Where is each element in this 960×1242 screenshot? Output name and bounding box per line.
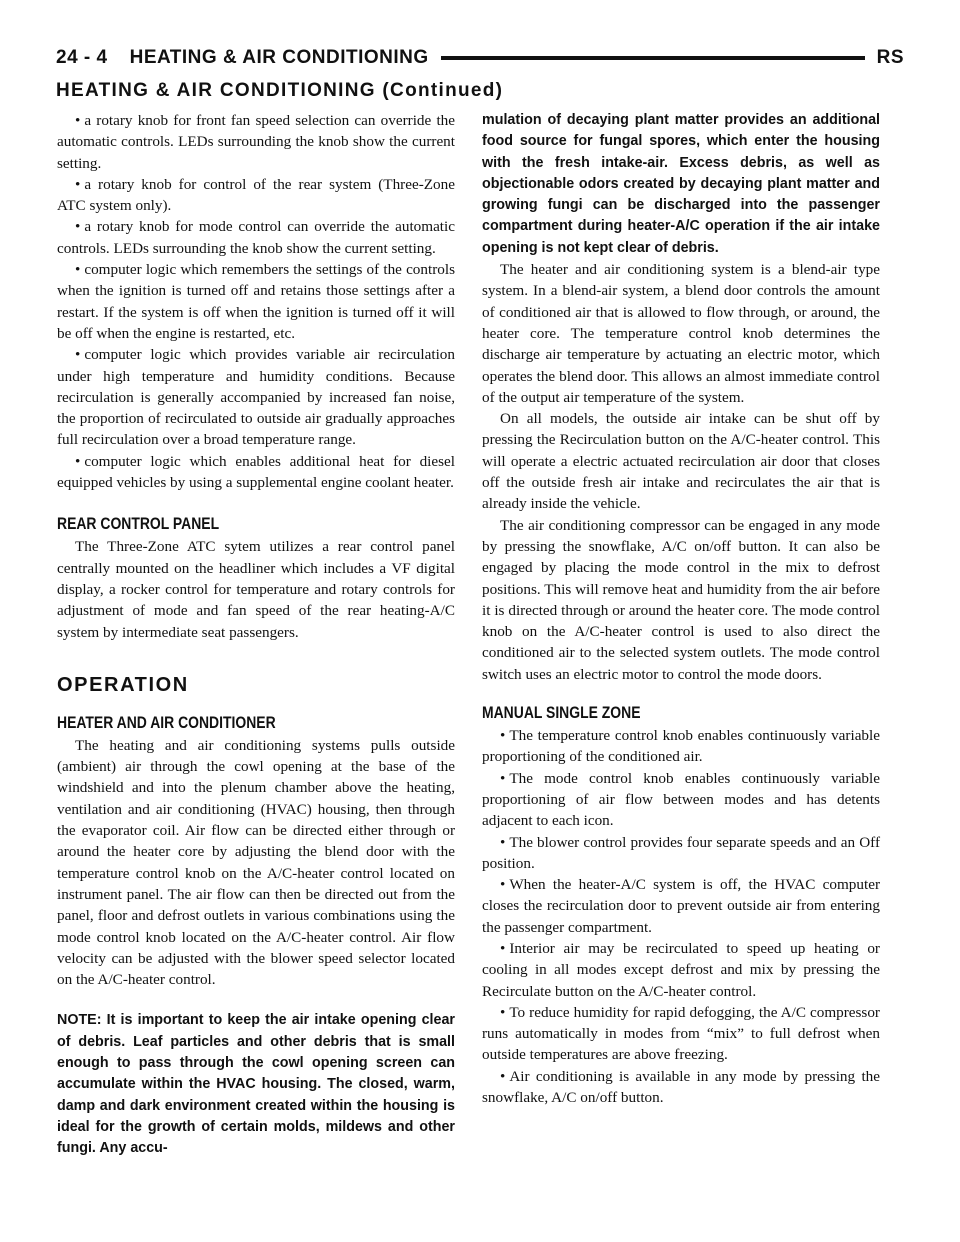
section-title: HEATING & AIR CONDITIONING bbox=[129, 47, 429, 68]
bullet-item: • computer logic which remembers the settings of the controls when the ignition is turned off and retains those settings after a restart. If the system is off when the ignition is turned off it will be off when the engine is restarted, etc. bbox=[57, 259, 455, 344]
compressor-text: The air conditioning compressor can be engaged in any mode by pressing the snowflake, A/C on/off button. It can also be engaged by placing the mode control in the mix to defrost positions. This will remove heat and humidity from the air before it is directed through or around the heater core. The mode control knob on the A/C-heater control is used to also direct the conditioned air to the selected system outlets. The mode control switch uses an electric motor to control the mode doors. bbox=[482, 516, 880, 683]
bullet-item: • When the heater-A/C system is off, the HVAC computer closes the recirculation door to prevent outside air from entering the passenger compartment. bbox=[482, 874, 880, 938]
page-header bbox=[56, 44, 904, 72]
heater-ac-heading: HEATER AND AIR CONDITIONER bbox=[57, 712, 276, 732]
header-rule bbox=[441, 56, 865, 60]
note-text: NOTE: It is important to keep the air intake opening clear of debris. Leaf particles and other debris that is small enough to pass through the cowl opening screen can accumulate within the HVAC housing. The closed, warm, damp and dark environment created within the housing is ideal for the growth of certain molds, mildews and other fungi. Any accu- bbox=[57, 1012, 455, 1157]
left-column bbox=[57, 110, 455, 1159]
rear-control-panel-text: The Three-Zone ATC sytem utilizes a rear control panel centrally mounted on the headliner which includes a VF digital display, a rocker control for temperature and rotary controls for adjustment of mode and fan speed of the rear heating-A/C system by intermediate seat passengers. bbox=[57, 538, 455, 641]
manual-single-zone-heading: MANUAL SINGLE ZONE bbox=[482, 703, 641, 723]
note-continued-text: mulation of decaying plant matter provides an additional food source for fungal spores, which enter the housing with the fresh intake-air. Excess debris, as well as objectionable odors created by decaying plant matter and growing fungi can be discharged into the passenger compartment during heater-A/C operation if the air intake opening is not kept clear of debris. bbox=[482, 112, 880, 256]
bullet-item: • a rotary knob for mode control can override the automatic controls. LEDs surrounding the knob show the current setting. bbox=[57, 216, 455, 259]
bullet-item: • The mode control knob enables continuously variable proportioning of air flow between modes and has detents adjacent to each icon. bbox=[482, 768, 880, 832]
bullet-item: • a rotary knob for front fan speed selection can override the automatic controls. LEDs surrounding the knob show the current setting. bbox=[57, 110, 455, 174]
heater-ac-text: The heating and air conditioning systems pulls outside (ambient) air through the cowl opening at the base of the windshield and into the plenum chamber above the heating, ventilation and air conditioning (HVAC) housing, then through the evaporator coil. Air flow can be directed either through or around the heater core by adjusting the blend door with the temperature control knob on the A/C-heater control located on instrument panel. The air flow can then be directed out from the panel, floor and defrost outlets in various combinations using the mode control knob located on the A/C-heater control. Air flow velocity can be adjusted with the blower speed selector located on the A/C-heater control. bbox=[57, 736, 455, 989]
model-code: RS bbox=[876, 47, 904, 68]
bullet-item: • computer logic which provides variable air recirculation under high temperature and humidity conditions. Because recirculation is generally accompanied by increased fan noise, the proportion of recirculated to outside air gradually approaches full recirculation over a broad temperature range. bbox=[57, 344, 455, 450]
page-number: 24 - 4 bbox=[56, 47, 108, 68]
bullet-item: • a rotary knob for control of the rear system (Three-Zone ATC system only). bbox=[57, 174, 455, 217]
recirculation-text: On all models, the outside air intake can be shut off by pressing the Recirculation button on the A/C-heater control. This will operate a electric actuated recirculation air door that closes off the outside fresh air intake and recirculates the air that is already inside the vehicle. bbox=[482, 410, 880, 513]
right-column bbox=[482, 110, 880, 1108]
bullet-item: • The temperature control knob enables continuously variable proportioning of the conditioned air. bbox=[482, 725, 880, 768]
continued-title: HEATING & AIR CONDITIONING (Continued) bbox=[56, 80, 504, 101]
bullet-item: • Air conditioning is available in any mode by pressing the snowflake, A/C on/off button. bbox=[482, 1066, 880, 1109]
operation-heading: OPERATION bbox=[57, 673, 189, 696]
bullet-item: • To reduce humidity for rapid defogging, the A/C compressor runs automatically in modes from “mix” to full defrost when outside temperatures are above freezing. bbox=[482, 1002, 880, 1066]
bullet-item: • The blower control provides four separate speeds and an Off position. bbox=[482, 832, 880, 875]
bullet-item: • computer logic which enables additional heat for diesel equipped vehicles by using a supplemental engine coolant heater. bbox=[57, 451, 455, 494]
blend-air-text: The heater and air conditioning system is a blend-air type system. In a blend-air system, a blend door controls the amount of conditioned air that is allowed to flow through, or around, the heater core. The temperature control knob determines the discharge air temperature by actuating an electric motor, which operates the blend door. This allows an almost immediate control of the output air temperature of the system. bbox=[482, 261, 880, 406]
rear-control-panel-heading: REAR CONTROL PANEL bbox=[57, 514, 220, 534]
bullet-item: • Interior air may be recirculated to speed up heating or cooling in all modes except defrost and mix by pressing the Recirculate button on the A/C-heater control. bbox=[482, 938, 880, 1002]
